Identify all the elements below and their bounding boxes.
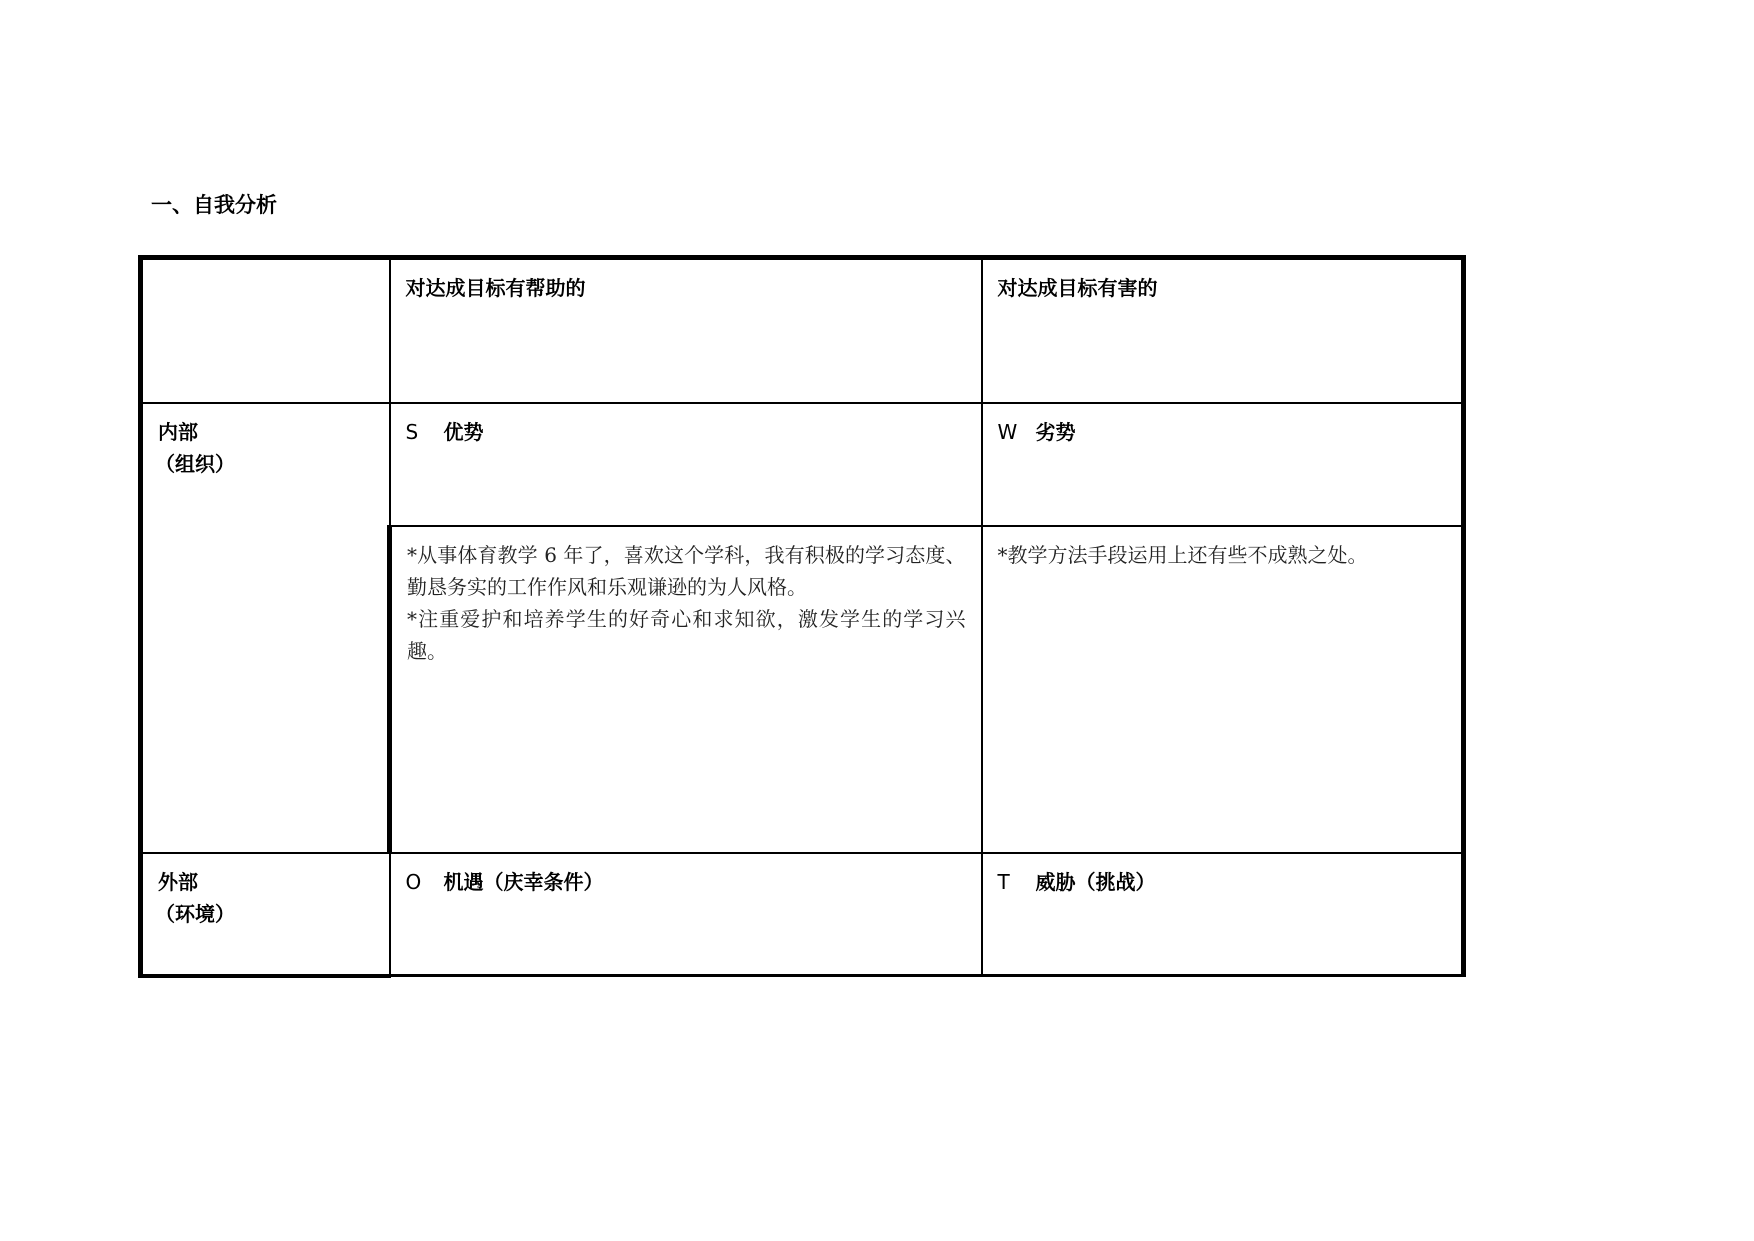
opportunities-heading-cell — [390, 853, 982, 976]
weaknesses-code: W — [997, 419, 1018, 444]
weaknesses-item: *教学方法手段运用上还有些不成熟之处。 — [997, 542, 1368, 567]
weaknesses-heading-cell — [982, 403, 1464, 526]
external-row — [141, 853, 1464, 976]
threats-code: T — [997, 869, 1010, 894]
header-harmful-cell: 对达成目标有害的 — [982, 258, 1464, 403]
strengths-code: S — [405, 419, 419, 444]
opportunities-code: O — [405, 869, 422, 894]
strengths-item: *从事体育教学 6 年了，喜欢这个学科，我有积极的学习态度、勤恳务实的工作作风和乐观谦逊的为人风格。 — [407, 542, 966, 599]
section-title: 一、自我分析 — [151, 193, 277, 217]
threats-title: 威胁（挑战） — [1035, 869, 1156, 894]
external-sublabel: （环境） — [155, 901, 235, 926]
external-label: 外部 — [158, 869, 198, 894]
header-row — [141, 258, 1464, 403]
internal-heading-row — [141, 403, 1464, 526]
strengths-content-cell — [390, 526, 982, 853]
header-helpful-cell: 对达成目标有帮助的 — [390, 258, 982, 403]
weaknesses-content-cell — [982, 526, 1464, 853]
internal-label-cell — [141, 403, 390, 853]
opportunities-title: 机遇（庆幸条件） — [443, 869, 604, 894]
header-corner-cell — [141, 258, 390, 403]
internal-sublabel: （组织） — [155, 451, 235, 476]
threats-heading-cell — [982, 853, 1464, 976]
strengths-heading-cell — [390, 403, 982, 526]
internal-label: 内部 — [158, 419, 198, 444]
strengths-item: *注重爱护和培养学生的好奇心和求知欲，激发学生的学习兴趣。 — [407, 606, 966, 663]
external-label-cell — [141, 853, 390, 976]
strengths-title: 优势 — [443, 419, 484, 444]
swot-table — [138, 255, 1466, 978]
weaknesses-title: 劣势 — [1035, 419, 1076, 444]
